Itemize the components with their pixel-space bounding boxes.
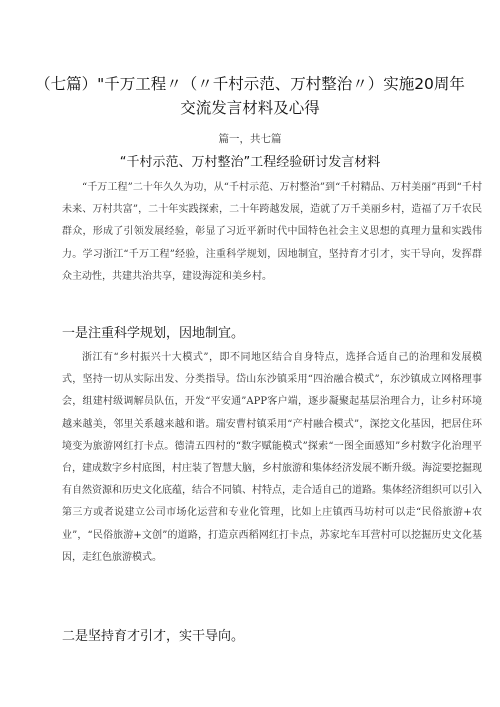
heading-2: 二是坚持育才引才，实干导向。	[62, 629, 245, 644]
intro-paragraph: “千万工程”二十年久久为功，从“千村示范、万村整治”到“千村精品、万村美丽”再到“千村未来、万村共富”，二十年实践探索，二十年跨越发展，造就了万千美丽乡村，造福了万千农民群众，形成了引领发展经验，彰显了习近平新时代中国特色社会主义思想的真理力量和实践伟力。学习浙江“千万工程”经验，注重科学规划，因地制宜，坚持育才引才，实干导向，发挥群众主动性，共建共治共享，建设海淀和美乡村。	[62, 182, 482, 282]
section-label: 篇一，共七篇	[218, 133, 282, 145]
heading-1: 一是注重科学规划，因地制宜。	[62, 326, 245, 341]
body-paragraph: 浙江有“乡村振兴十大模式”，即不同地区结合自身特点，选择合适自己的治理和发展模式，坚持一切从实际出发、分类指导。岱山东沙镇采用“四治融合模式”，东沙镇成立网格理事会，组建村级调解员队伍，开发“平安通”APP客户端，逐步凝聚起基层治理合力，让乡村环境越来越美，邻里关系越来越和谐。瑞安曹村镇采用“产村融合模式”，深挖文化基因，把居住环境变为旅游网红打卡点。德清五四村的“数字赋能模式”探索“一图全面感知”乡村数字化治理平台，建成数字乡村底图，村庄装了智慧大脑，乡村旅游和集体经济发展不断升级。海淀要挖掘现有自然资源和历史文化底蕴，结合不同镇、村特点，走合适自己的道路。集体经济组织可以引入第三方或者说建立公司市场化运营和专业化管理，比如上庄镇西马坊村可以走“民俗旅游+农业”，“民俗旅游+文创”的道路，打造京西稻网红打卡点，苏家坨车耳营村可以挖掘历史文化基因，走红色旅游模式。	[62, 352, 482, 563]
document-title: （七篇）"千万工程〃（〃千村示范、万村整治〃）实施20周年交流发言材料及心得	[35, 75, 465, 117]
section-title: “千村示范、万村整治”工程经验研讨发言材料	[119, 155, 381, 170]
